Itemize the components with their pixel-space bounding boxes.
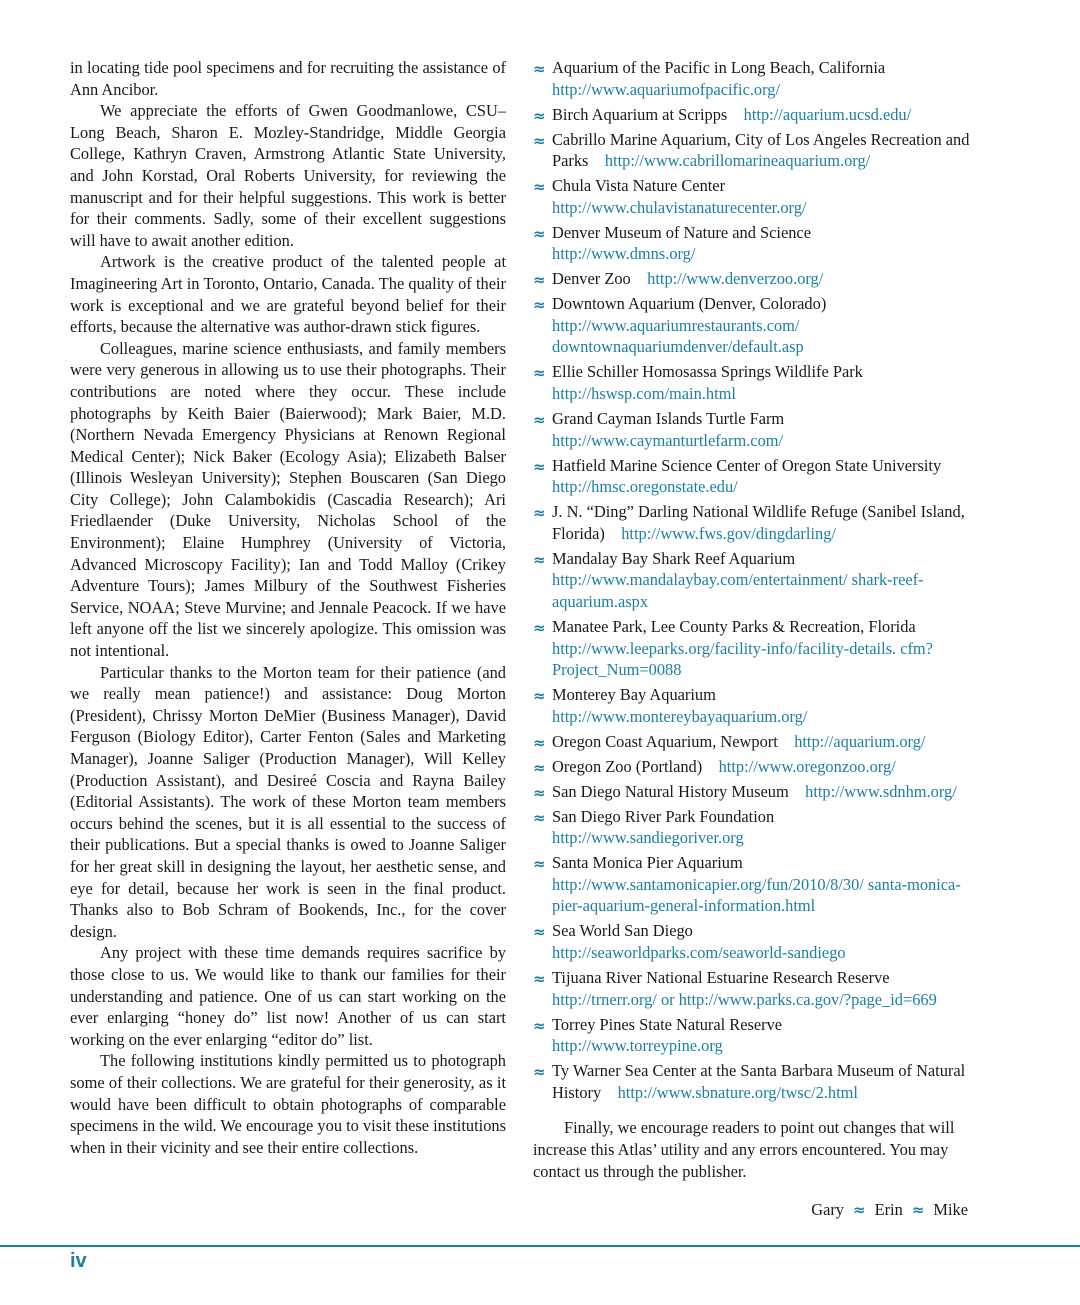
tilde-icon: ≈ [533,855,546,874]
footer-rule [0,1245,1080,1247]
tilde-icon: ≈ [533,550,546,569]
institution-item [533,129,978,172]
institution-link[interactable]: http://www.sandiegoriver.org [552,828,744,848]
institution-link[interactable]: http://aquarium.ucsd.edu/ [743,104,912,124]
institution-name: Grand Cayman Islands Turtle Farm [552,409,785,429]
body-paragraph: Colleagues, marine science enthusiasts, and family members were very generous in allowing us to use their photographs. Their contributions are noted where they occur. These include photographs by Keith Baier (Baierwood); Mark Baier, M.D. (Northern Nevada Emergency Physicians at Renown Regional Medical Center); Nick Baker (Ecology Asia); Elizabeth Balser (Illinois Wesleyan University); Stephen Bouscaren (San Diego City College); John Calambokidis (Cascadia Research); Ari Friedlaender (Duke University, Nicholas School of the Environment); Elaine Humphrey (University of Victoria, Advanced Microscopy Facility); Ian and Todd Malloy (Crikey Adventure Tours); James Milbury of the Southwest Fisheries Service, NOAA; Steve Murvine; and Jennale Peacock. If we have left anyone off the list we sincerely apologize. This omission was not intentional. [70,338,506,661]
body-paragraph: The following institutions kindly permitted us to photograph some of their collections. We are grateful for their generosity, as it would have been difficult to obtain photographs of comparable specimens in the wild. We encourage you to visit these institutions when in their vicinity and see their entire collections. [70,1051,506,1157]
institution-name: Denver Zoo [552,269,631,289]
institution-name: Ty Warner Sea Center at the Santa Barbara Museum of Natural History [552,1061,966,1102]
tilde-icon: ≈ [533,224,546,243]
body-paragraph: in locating tide pool specimens and for recruiting the assistance of Ann Ancibor. [70,58,506,99]
institution-link[interactable]: http://www.denverzoo.org/ [647,269,824,289]
institution-item [533,408,978,451]
tilde-icon: ≈ [533,969,546,988]
institution-item [533,852,978,917]
institution-link[interactable]: http://www.oregonzoo.org/ [718,756,896,776]
institution-link[interactable]: http://www.cabrillomarineaquarium.org/ [604,151,871,171]
institution-item [533,293,978,358]
institution-item [533,104,978,126]
tilde-icon: ≈ [533,504,546,523]
institution-name: Oregon Coast Aquarium, Newport [552,731,778,751]
tilde-icon: ≈ [533,1063,546,1082]
institution-name: Cabrillo Marine Aquarium, City of Los Angeles Recreation and Parks [552,129,970,171]
institution-link[interactable]: http://www.aquariumrestaurants.com/ downtownaquariumdenver/default.asp [552,315,804,357]
signature-name: Mike [933,1200,968,1220]
institution-item [533,175,978,218]
institution-link[interactable]: http://hswsp.com/main.html [552,384,736,404]
institution-item [533,361,978,404]
left-column [70,57,506,1158]
institution-link[interactable]: http://www.leeparks.org/facility-info/facility-details. cfm?Project_Num=0088 [552,638,933,680]
institution-name: San Diego River Park Foundation [552,806,775,826]
signature [533,1199,978,1222]
tilde-icon: ≈ [533,106,546,125]
institution-item [533,501,978,544]
institution-link[interactable]: http://www.dmns.org/ [552,244,696,264]
institution-name: Oregon Zoo (Portland) [552,756,703,776]
institution-name: Denver Museum of Nature and Science [552,222,811,242]
institution-item [533,616,978,681]
institution-item [533,268,978,290]
tilde-icon: ≈ [533,457,546,476]
institution-link[interactable]: http://www.montereybayaquarium.org/ [552,706,808,726]
institution-name: Monterey Bay Aquarium [552,685,716,705]
institution-name: Birch Aquarium at Scripps [552,104,728,124]
institution-name: Manatee Park, Lee County Parks & Recreation, Florida [552,616,916,636]
institution-item [533,455,978,498]
institution-link[interactable]: http://www.mandalaybay.com/entertainment/ shark-reef-aquarium.aspx [552,570,924,611]
institution-link[interactable]: http://www.torreypine.org [552,1036,723,1056]
institution-link[interactable]: http://www.aquariumofpacific.org/ [552,79,781,99]
institution-name: Aquarium of the Pacific in Long Beach, California [552,58,886,77]
institution-item [533,1014,978,1057]
tilde-icon: ≈ [911,1201,925,1220]
tilde-icon: ≈ [533,733,546,752]
tilde-icon: ≈ [533,687,546,706]
institution-name: Torrey Pines State Natural Reserve [552,1014,783,1034]
institution-item [533,967,978,1010]
institution-item [533,731,978,753]
signature-name: Erin [874,1200,903,1220]
institution-name: Ellie Schiller Homosassa Springs Wildlife Park [552,362,863,382]
institution-item [533,57,978,100]
body-paragraph: We appreciate the efforts of Gwen Goodmanlowe, CSU–Long Beach, Sharon E. Mozley-Standridge, Middle Georgia College, Kathryn Craven, Armstrong Atlantic State University, and John Korstad, Oral Roberts University, for reviewing the manuscript and for their helpful suggestions. This work is better for their comments. Sadly, some of their excellent suggestions will have to await another edition. [70,101,506,250]
institution-item [533,756,978,778]
institution-link[interactable]: http://www.caymanturtlefarm.com/ [552,430,784,450]
institution-item [533,684,978,727]
tilde-icon: ≈ [533,783,546,802]
tilde-icon: ≈ [533,296,546,315]
institution-name: Santa Monica Pier Aquarium [552,853,743,873]
institution-name: Chula Vista Nature Center [552,176,726,196]
tilde-icon: ≈ [533,758,546,777]
tilde-icon: ≈ [533,131,546,150]
tilde-icon: ≈ [533,364,546,383]
institution-name: San Diego Natural History Museum [552,781,789,801]
tilde-icon: ≈ [533,923,546,942]
institution-link[interactable]: http://aquarium.org/ [794,731,926,751]
body-paragraph: Any project with these time demands requires sacrifice by those close to us. We would like to thank our families for their understanding and patience. One of us can start working on the ever enlarging “honey do” list now! Another of us can start working on the ever enlarging “editor do” list. [70,943,506,1049]
institution-link[interactable]: http://trnerr.org/ or http://www.parks.ca.gov/?page_id=669 [552,989,937,1009]
institution-name: Sea World San Diego [552,921,693,941]
tilde-icon: ≈ [533,411,546,430]
tilde-icon: ≈ [533,618,546,637]
tilde-icon: ≈ [533,1016,546,1035]
institution-item [533,1060,978,1103]
right-column [533,57,978,1222]
institution-item [533,806,978,849]
institution-item [533,920,978,963]
institution-link[interactable]: http://www.santamonicapier.org/fun/2010/8/30/ santa-monica-pier-aquarium-general-information.html [552,874,961,916]
closing-paragraph: Finally, we encourage readers to point out changes that will increase this Atlas’ utility and any errors encountered. You may contact us through the publisher. [533,1118,955,1181]
institution-name: Hatfield Marine Science Center of Oregon State University [552,455,942,475]
institution-link[interactable]: http://www.fws.gov/dingdarling/ [621,523,836,543]
institution-link[interactable]: http://www.sbnature.org/twsc/2.html [617,1082,858,1102]
institution-list [533,57,978,1103]
body-paragraph: Artwork is the creative product of the talented people at Imagineering Art in Toronto, Ontario, Canada. The quality of their work is exceptional and we are grateful beyond belief for their efforts, because the alternative was author-drawn stick figures. [70,252,506,337]
institution-name: Downtown Aquarium (Denver, Colorado) [552,294,827,314]
institution-item [533,781,978,803]
institution-name: Mandalay Bay Shark Reef Aquarium [552,548,796,568]
tilde-icon: ≈ [533,60,546,78]
tilde-icon: ≈ [533,808,546,827]
signature-name: Gary [811,1200,844,1220]
institution-link[interactable]: http://www.sdnhm.org/ [805,781,957,801]
institution-name: J. N. “Ding” Darling National Wildlife Refuge (Sanibel Island, Florida) [552,502,965,543]
institution-link[interactable]: http://hmsc.oregonstate.edu/ [552,477,738,497]
institution-link[interactable]: http://www.chulavistanaturecenter.org/ [552,197,807,217]
institution-link[interactable]: http://seaworldparks.com/seaworld-sandiego [552,942,846,962]
tilde-icon: ≈ [533,178,546,197]
institution-item [533,548,978,613]
tilde-icon: ≈ [533,271,546,290]
institution-item [533,222,978,265]
body-paragraph: Particular thanks to the Morton team for their patience (and we really mean patience!) and assistance: Doug Morton (President), Chrissy Morton DeMier (Business Manager), David Ferguson (Biology Editor), Carter Fenton (Sales and Marketing Manager), Joanne Saliger (Production Manager), Will Kelley (Production Assistant), and Desireé Coscia and Rayna Bailey (Editorial Assistants). The work of these Morton team members occurs behind the scenes, but it is all essential to the success of their publications. But a special thanks is owed to Joanne Saliger for her great skill in designing the layout, her aesthetic sense, and eye for detail, because her work is seen in the final product. Thanks also to Bob Schram of Bookends, Inc., for the cover design. [70,662,506,941]
tilde-icon: ≈ [853,1201,866,1220]
page-number: iv [70,1250,87,1272]
institution-name: Tijuana River National Estuarine Research Reserve [552,967,890,987]
